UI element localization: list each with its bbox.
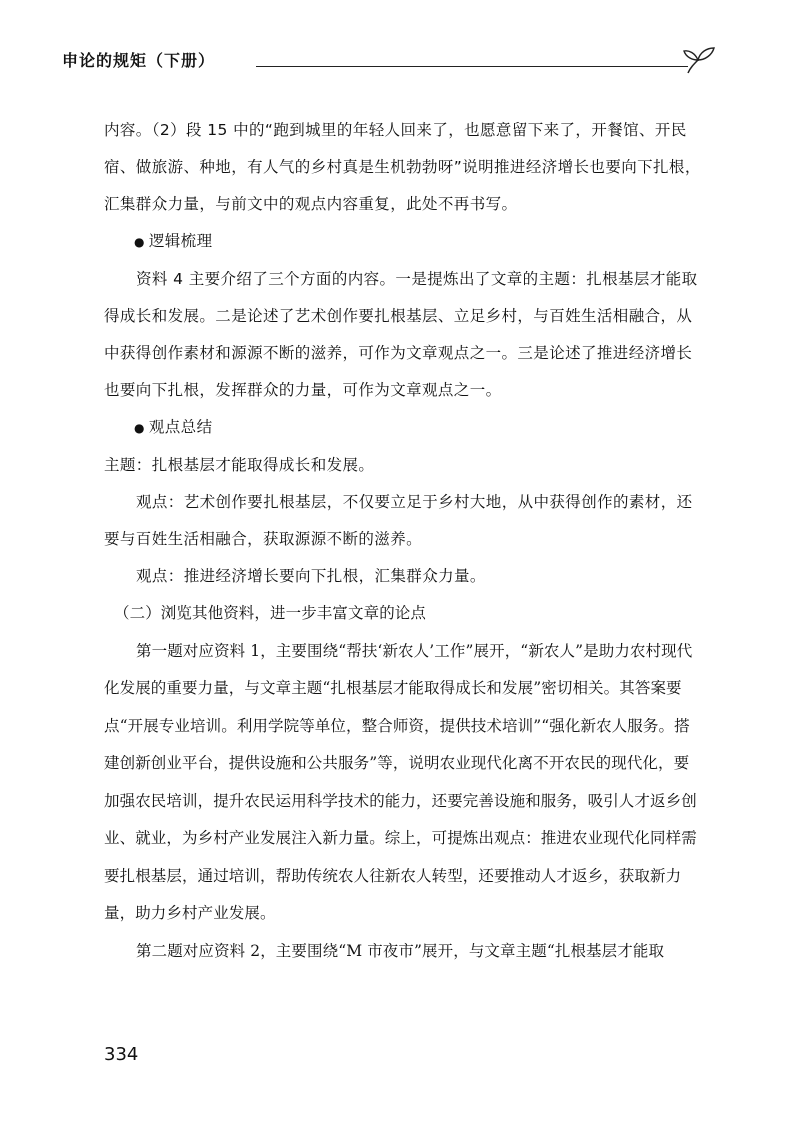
page-body <box>104 112 702 970</box>
paragraph-material-4: 资料 4 主要介绍了三个方面的内容。一是提炼出了文章的主题：扎根基层才能取得成长和发展。二是论述了艺术创作要扎根基层、立足乡村，与百姓生活相融合，从中获得创作素材和源源不断的滋养，可作为文章观点之一。三是论述了推进经济增长也要向下扎根，发挥群众的力量，可作为文章观点之一。 <box>104 270 698 399</box>
section-heading: （二）浏览其他资料，进一步丰富文章的论点 <box>114 604 427 622</box>
bullet-label: 逻辑梳理 <box>148 232 213 250</box>
paragraph-question-1: 第一题对应资料 1，主要围绕“帮扶‘新农人’工作”展开，“新农人”是助力农村现代化发展的重要力量，与文章主题“扎根基层才能取得成长和发展”密切相关。其答案要点“开展专业培训。利用学院等单位，整合师资，提供技术培训”“强化新农人服务。搭建创新创业平台，提供设施和公共服务”等，说明农业现代化离不开农民的现代化，要加强农民培训，提升农民运用科学技术的能力，还要完善设施和服务，吸引人才返乡创业、就业，为乡村产业发展注入新力量。综上，可提炼出观点：推进农业现代化同样需要扎根基层，通过培训，帮助传统农人往新农人转型，还要推动人才返乡，获取新力量，助力乡村产业发展。 <box>104 641 697 922</box>
page-number: 334 <box>104 1044 139 1065</box>
running-header <box>62 40 702 76</box>
header-rule <box>256 66 688 67</box>
bullet-dot-icon: ● <box>134 421 145 435</box>
viewpoint-1: 观点：艺术创作要扎根基层，不仅要立足于乡村大地，从中获得创作的素材，还要与百姓生活相融合，获取源源不断的滋养。 <box>104 493 693 548</box>
bullet-heading-summary <box>104 409 702 447</box>
bullet-dot-icon: ● <box>134 235 145 249</box>
viewpoint-2: 观点：推进经济增长要向下扎根，汇集群众力量。 <box>136 567 486 585</box>
bullet-label: 观点总结 <box>148 418 213 436</box>
theme-line: 主题：扎根基层才能取得成长和发展。 <box>104 456 375 474</box>
paragraph-question-2: 第二题对应资料 2，主要围绕“M 市夜市”展开，与文章主题“扎根基层才能取 <box>136 941 665 960</box>
bullet-heading-logic <box>104 223 702 261</box>
paragraph-continuation: 内容。（2）段 15 中的“跑到城里的年轻人回来了，也愿意留下来了，开餐馆、开民宿、做旅游、种地，有人气的乡村真是生机勃勃呀”说明推进经济增长也要向下扎根，汇集群众力量，与前文中的观点内容重复，此处不再书写。 <box>104 121 701 213</box>
sprout-icon <box>682 40 716 76</box>
header-title: 申论的规矩（下册） <box>62 51 216 70</box>
